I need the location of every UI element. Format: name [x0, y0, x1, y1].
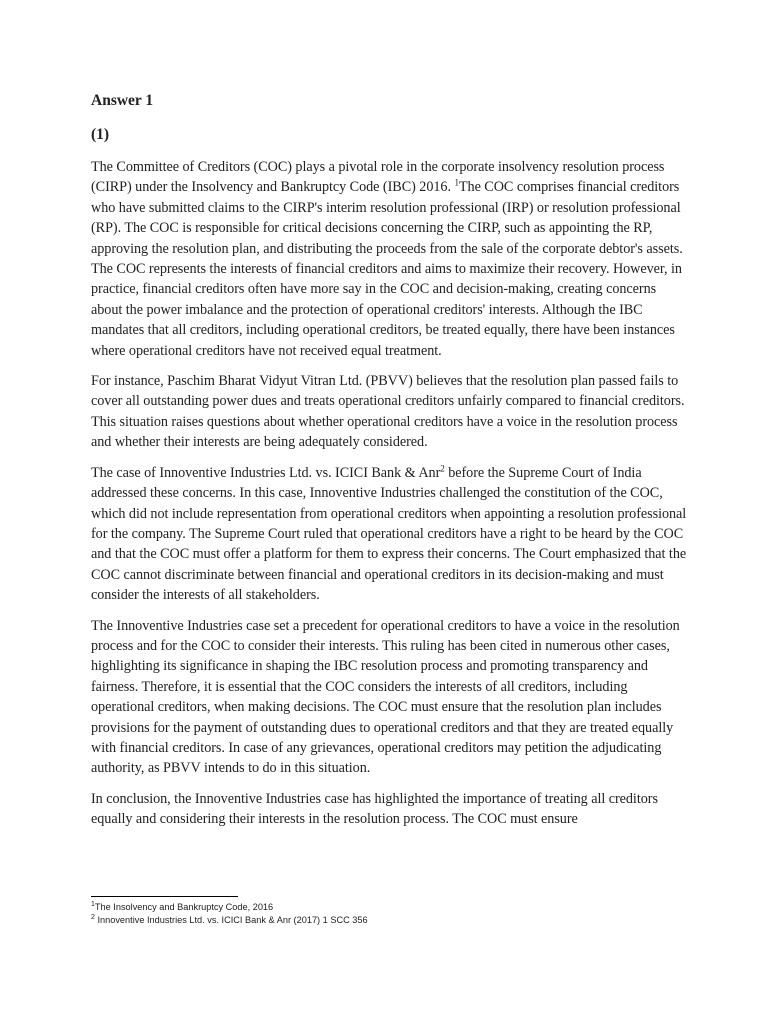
- footnote-ref-2[interactable]: 2: [440, 462, 445, 473]
- paragraph-1-part-b: The COC comprises financial creditors who have submitted claims to the CIRP's interim resolution professional (IRP) or resolution professional (RP). The COC is responsible for critical decisions concerning the CIRP, such as appointing the RP, approving the resolution plan, and distributing the proceeds from the sale of the corporate debtor's assets. The COC represents the interests of financial creditors and aims to maximize their recovery. However, in practice, financial creditors often have more say in the COC and decision-making, creating concerns about the power imbalance and the protection of operational creditors' interests. Although the IBC mandates that all creditors, including operational creditors, be treated equally, there have been instances where operational creditors have not received equal treatment.: [91, 179, 683, 359]
- paragraph-5: In conclusion, the Innoventive Industries case has highlighted the importance of treating all creditors equally and considering their interests in the resolution process. The COC must ensure: [91, 790, 658, 828]
- footnote-separator: [91, 896, 238, 897]
- footnote-1-text: The Insolvency and Bankruptcy Code, 2016: [94, 902, 274, 912]
- document-body: [91, 91, 687, 840]
- paragraph-1-part-a: The Committee of Creditors (COC) plays a pivotal role in the corporate insolvency resolution process (CIRP) under the Insolvency and Bankruptcy Code (IBC) 2016.: [91, 159, 665, 196]
- paragraph-3: [91, 463, 687, 606]
- footnote-1-marker: 1: [91, 900, 95, 908]
- footnote-1: [91, 901, 687, 914]
- footnote-2-text: Innoventive Industries Ltd. vs. ICICI Bank & Anr (2017) 1 SCC 356: [94, 914, 368, 925]
- paragraph-4: The Innoventive Industries case set a precedent for operational creditors to have a voice in the resolution process and for the COC to consider their interests. This ruling has been cited in numerous other cases, highlighting its significance in shaping the IBC resolution process and promoting transparency and fairness. Therefore, it is essential that the COC considers the interests of all creditors, including operational creditors, when making decisions. The COC must ensure that the resolution plan includes provisions for the payment of outstanding dues to operational creditors and that they are treated equally with financial creditors. In case of any grievances, operational creditors may petition the adjudicating authority, as PBVV intends to do in this situation.: [91, 617, 680, 777]
- footnote-2: [91, 914, 687, 927]
- footnotes: [91, 901, 687, 926]
- paragraph-3-part-a: The case of Innoventive Industries Ltd. vs. ICICI Bank & Anr: [91, 464, 441, 481]
- footnote-2-marker: 2: [91, 913, 95, 921]
- section-number: (1): [91, 126, 110, 143]
- footnote-ref-1[interactable]: 1: [454, 177, 459, 188]
- paragraph-3-part-b: before the Supreme Court of India addressed these concerns. In this case, Innoventive Industries challenged the constitution of the COC, which did not include representation from operational creditors when appointing a resolution professional for the company. The Supreme Court ruled that operational creditors have a right to be heard by the COC and that the COC must offer a platform for them to express their concerns. The Court emphasized that the COC cannot discriminate between financial and operational creditors in its decision-making and must consider the interests of all stakeholders.: [91, 464, 687, 604]
- paragraph-2: For instance, Paschim Bharat Vidyut Vitran Ltd. (PBVV) believes that the resolution plan passed fails to cover all outstanding power dues and treats operational creditors unfairly compared to financial creditors. This situation raises questions about whether operational creditors have a voice in the resolution process and whether their interests are being adequately considered.: [91, 373, 685, 451]
- answer-heading: Answer 1: [91, 92, 154, 109]
- paragraph-1: [91, 157, 687, 361]
